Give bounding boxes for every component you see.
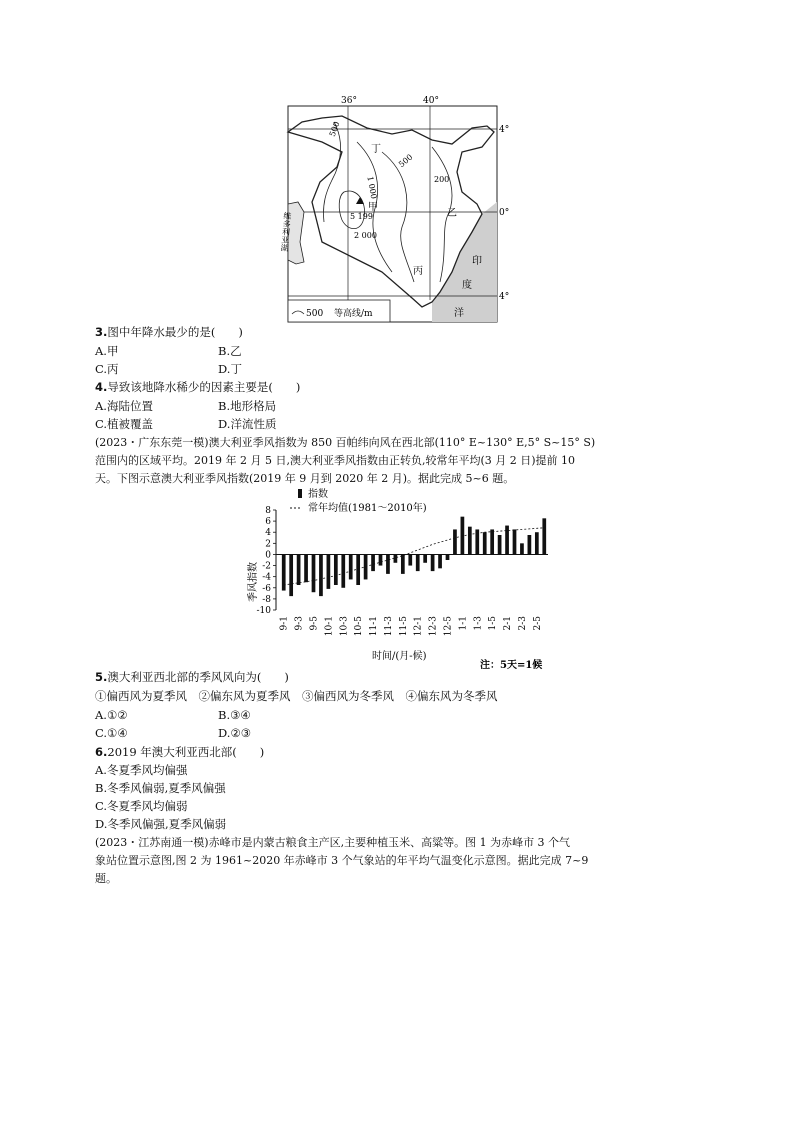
q5-number: 5. (95, 670, 108, 684)
q5-stem: 澳大利亚西北部的季风风向为( ) (107, 670, 289, 684)
q6-stem-line (95, 745, 264, 759)
bar (431, 554, 435, 571)
bar (520, 543, 524, 554)
q4-stem: 导致该地降水稀少的因素主要是( ) (107, 380, 301, 394)
lat-label-0: 0° (499, 208, 510, 218)
bar (542, 518, 546, 554)
x-tick-label: 2-1 (503, 616, 514, 631)
bar (513, 529, 517, 554)
x-tick-label: 11-3 (383, 616, 394, 637)
y-tick-label: 2 (265, 539, 271, 550)
q6-number: 6. (95, 745, 108, 759)
x-tick-label: 1-3 (473, 616, 484, 631)
y-tick-label: 0 (265, 550, 271, 561)
bar (483, 532, 487, 554)
q3-stem-line (95, 325, 243, 339)
x-tick-label: 11-5 (398, 616, 409, 637)
bar (341, 554, 345, 587)
bar (297, 554, 301, 585)
q5-option-c: C.①④ (95, 726, 128, 740)
y-tick-label: -6 (262, 583, 271, 594)
q4-number: 4. (95, 380, 108, 394)
x-tick-label: 12-1 (413, 616, 424, 637)
place-label-bing: 丙 (413, 266, 423, 277)
chart-xlabel: 时间/(月-候) (372, 651, 427, 662)
x-tick-label: 2-5 (532, 616, 543, 631)
q6-option-b: B.冬季风偏弱,夏季风偏强 (95, 781, 226, 795)
bar (446, 554, 450, 560)
passage2-line-2: 象站位置示意图,图 2 为 1961~2020 年赤峰市 3 个气象站的年平均气温变化示意图。据此完成 7~9 (95, 854, 589, 867)
bar (438, 554, 442, 568)
legend-bar-swatch (298, 489, 302, 498)
passage2-line-1: (2023・江苏南通一模)赤峰市是内蒙古粮食主产区,主要种植玉米、高粱等。图 1 为赤峰市 3 个气 (95, 836, 571, 849)
q6-option-a: A.冬夏季风均偏强 (95, 763, 188, 777)
q5-option-d: D.②③ (218, 726, 252, 740)
bar (319, 554, 323, 596)
bar (528, 535, 532, 554)
y-tick-label: -8 (262, 594, 271, 605)
x-tick-label: 12-5 (443, 616, 454, 637)
legend-bar-label: 指数 (308, 489, 328, 500)
bar (461, 517, 465, 555)
bar (379, 554, 383, 565)
bar (334, 554, 338, 585)
bar (401, 554, 405, 573)
q6-option-d: D.冬季风偏强,夏季风偏弱 (95, 817, 227, 831)
q3-number: 3. (95, 325, 108, 339)
chart-note: 注：5天=1候 (480, 660, 543, 671)
q3-option-a: A.甲 (95, 344, 119, 358)
ocean-label-du: 度 (462, 280, 472, 291)
q5-choices: ①偏西风为夏季风 ②偏东风为夏季风 ③偏西风为冬季风 ④偏东风为冬季风 (95, 689, 498, 703)
monsoon-index-chart (244, 484, 574, 674)
x-tick-label: 9-5 (309, 616, 320, 631)
x-tick-label: 10-1 (324, 616, 335, 637)
bar (423, 554, 427, 562)
q4-option-a: A.海陆位置 (95, 399, 153, 413)
q5-option-a: A.①② (95, 708, 128, 722)
y-tick-label: -4 (262, 572, 271, 583)
bar (453, 529, 457, 554)
bar (312, 554, 316, 592)
bar (356, 554, 360, 585)
lat-label-4s: 4° (499, 292, 510, 302)
lon-label-36: 36° (341, 96, 357, 106)
place-label-jia: 甲 (368, 202, 378, 213)
q4-stem-line (95, 380, 300, 394)
place-label-ding: 丁 (371, 144, 381, 155)
passage1-line-3: 天。下图示意澳大利亚季风指数(2019 年 9 月到 2020 年 2 月)。据此完成 5~6 题。 (95, 472, 515, 485)
q3-stem: 图中年降水最少的是( ) (107, 325, 243, 339)
q3-option-c: C.丙 (95, 362, 119, 376)
q6-stem: 2019 年澳大利亚西北部( ) (107, 745, 265, 759)
bar (289, 554, 293, 596)
q5-option-b: B.③④ (218, 708, 251, 722)
bar (505, 526, 509, 555)
chart-ylabel: 季风指数 (248, 562, 259, 602)
x-tick-label: 9-3 (294, 616, 305, 631)
ocean-label-yang: 洋 (454, 308, 464, 319)
contour-label-200: 200 (434, 175, 450, 184)
contour-map (279, 92, 512, 324)
legend-dash-label: 常年均值(1981～2010年) (308, 503, 427, 514)
legend-line-label: 500 (306, 309, 324, 319)
ocean-label-yin: 印 (472, 256, 482, 267)
q3-option-d: D.丁 (218, 362, 242, 376)
y-tick-label: -10 (256, 606, 271, 616)
peak-label: 5 199 (350, 212, 373, 221)
x-tick-label: 1-1 (458, 616, 469, 631)
bar (498, 535, 502, 554)
contour-label-500-east: 500 (397, 152, 415, 170)
y-tick-label: 6 (265, 517, 271, 528)
place-label-yi: 乙 (447, 208, 457, 219)
passage1-line-2: 范围内的区域平均。2019 年 2 月 5 日,澳大利亚季风指数由正转负,较常年平均(3 月 2 日)提前 10 (95, 454, 576, 467)
x-tick-label: 10-5 (354, 616, 365, 637)
x-tick-label: 10-3 (339, 616, 350, 637)
q6-option-c: C.冬夏季风均偏弱 (95, 799, 188, 813)
bar (394, 554, 398, 562)
q3-option-b: B.乙 (218, 344, 242, 358)
bar (408, 554, 412, 565)
passage2-line-3: 题。 (95, 872, 117, 885)
chart-legend (290, 487, 427, 514)
y-tick-label: 4 (265, 528, 271, 539)
passage1-line-1: (2023・广东东莞一模)澳大利亚季风指数为 850 百帕纬向风在西北部(110° E~130° E,5° S~15° S) (95, 436, 596, 449)
bar (535, 532, 539, 554)
bar (386, 554, 390, 573)
q4-option-b: B.地形格局 (218, 399, 277, 413)
x-tick-label: 2-3 (517, 616, 528, 631)
y-tick-label: 8 (265, 506, 271, 516)
q4-option-c: C.植被覆盖 (95, 417, 154, 431)
legend-text: 等高线/m (334, 309, 373, 319)
lat-label-4n: 4° (499, 125, 510, 135)
bar (371, 554, 375, 571)
bar (349, 554, 353, 579)
bar (304, 554, 308, 582)
contour-label-500-west: 500 (327, 120, 342, 138)
lon-label-40: 40° (423, 96, 439, 106)
bar (327, 554, 331, 588)
q4-option-d: D.洋流性质 (218, 417, 277, 431)
x-tick-label: 9-1 (279, 616, 290, 631)
q5-stem-line (95, 670, 289, 684)
x-tick-label: 1-5 (488, 616, 499, 631)
chart-plot-area (257, 506, 549, 636)
y-tick-label: -2 (262, 561, 271, 572)
contour-label-1000: 1 000 (365, 175, 379, 200)
x-tick-label: 12-3 (428, 616, 439, 637)
bar (490, 529, 494, 554)
x-tick-label: 11-1 (369, 616, 380, 637)
bar (416, 554, 420, 571)
bar (468, 527, 472, 555)
lake-label: 维多利亚湖 (279, 211, 293, 252)
contour-label-2000: 2 000 (354, 231, 377, 240)
